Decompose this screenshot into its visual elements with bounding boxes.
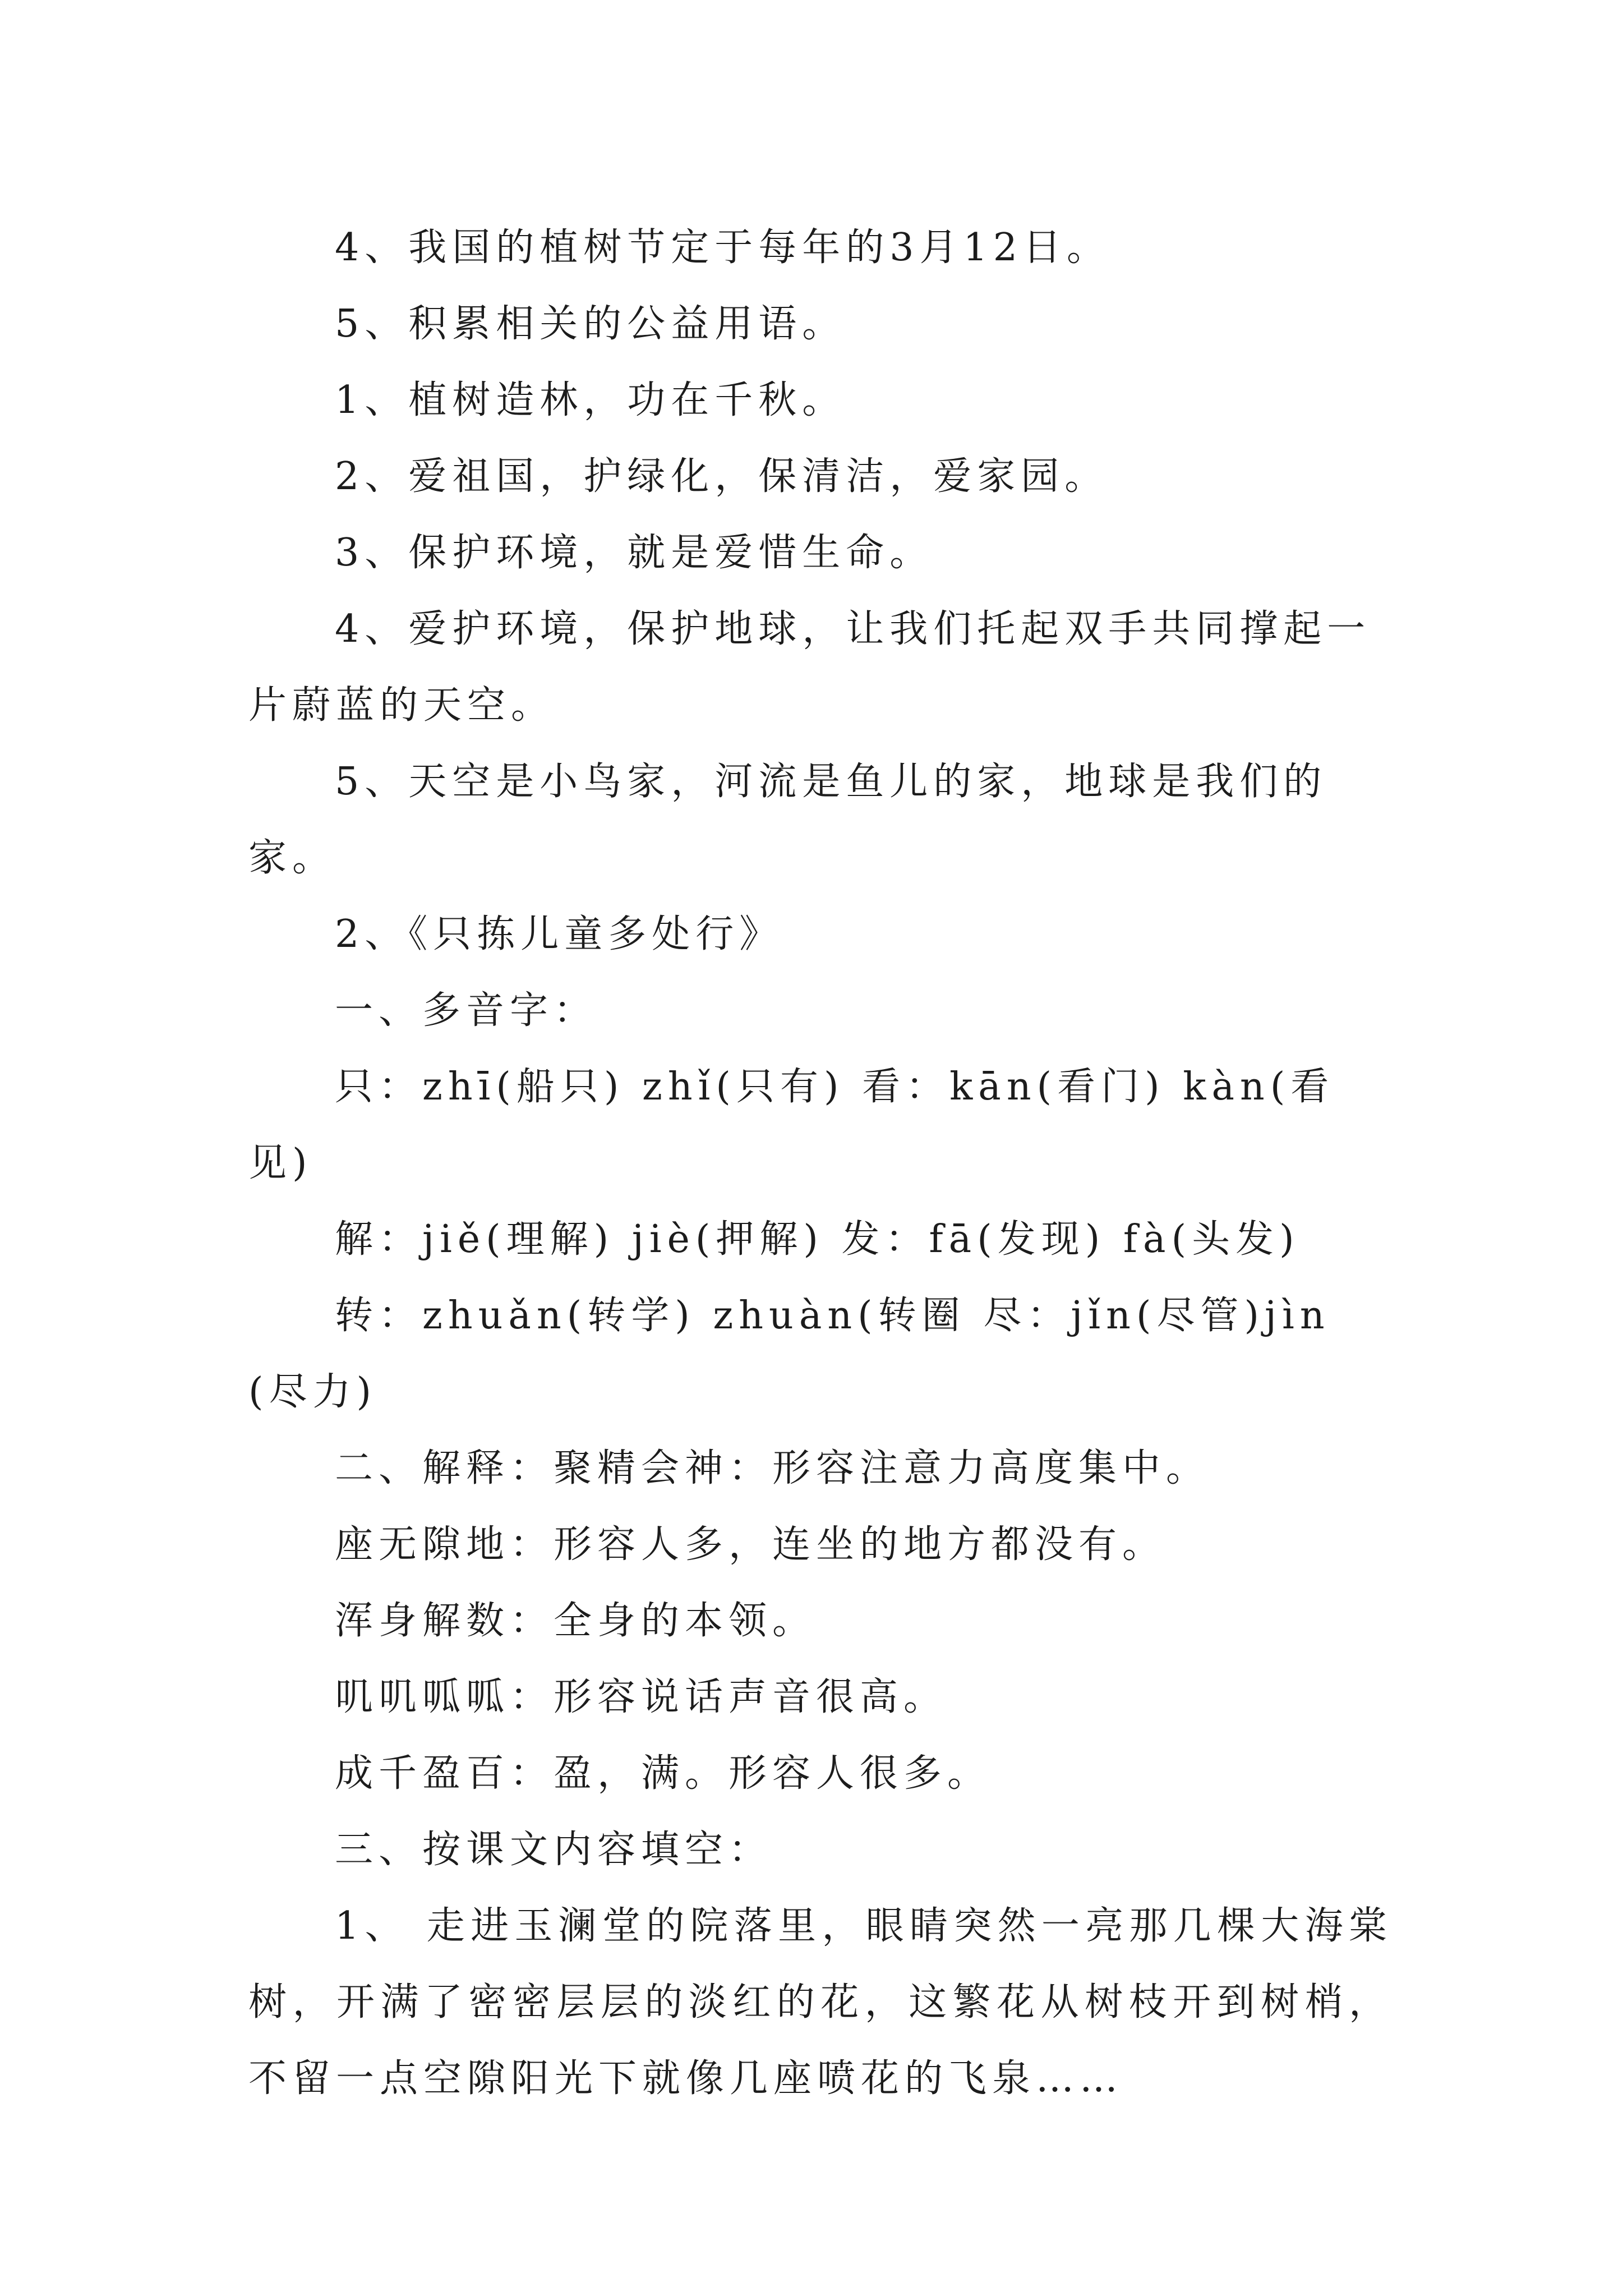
paragraph-slogan-2: 2、爱祖国，护绿化，保清洁，爱家园。 xyxy=(335,454,1109,499)
paragraph-explanation-3: 浑身解数：全身的本领。 xyxy=(335,1599,817,1643)
paragraph-fill-blank-1: 1、 走进玉澜堂的院落里，眼睛突然一亮那几棵大海棠树，开满了密密层层的淡红的花，这繁花从树枝开到树梢，不留一点空隙阳光下就像几座喷花的飞泉…… xyxy=(248,1904,1393,2101)
paragraph-slogan-3: 3、保护环境，就是爱惜生命。 xyxy=(335,531,934,575)
paragraph-lesson-title: 2、《只拣儿童多处行》 xyxy=(335,912,783,956)
paragraph-public-slogans-heading: 5、积累相关的公益用语。 xyxy=(335,302,846,346)
paragraph-fill-blank-heading: 三、按课文内容填空： xyxy=(335,1828,773,1872)
paragraph-explanation-4: 叽叽呱呱：形容说话声音很高。 xyxy=(335,1675,948,1719)
paragraph-polyphonic-zhuan-jin: 转：zhuǎn(转学) zhuàn(转圈 尽：jǐn(尽管)jìn(尽力) xyxy=(248,1294,1330,1414)
paragraph-polyphonic-jie-fa: 解：jiě(理解) jiè(押解) 发：fā(发现) fà(头发) xyxy=(335,1217,1300,1262)
paragraph-explanation-5: 成千盈百：盈，满。形容人很多。 xyxy=(335,1751,992,1796)
paragraph-slogan-5: 5、天空是小鸟家，河流是鱼儿的家，地球是我们的家。 xyxy=(248,760,1327,880)
paragraph-slogan-4: 4、爱护环境，保护地球，让我们托起双手共同撑起一片蔚蓝的天空。 xyxy=(248,607,1371,728)
paragraph-polyphonic-heading: 一、多音字： xyxy=(335,988,598,1033)
paragraph-arbor-day: 4、我国的植树节定于每年的3月12日。 xyxy=(335,226,1111,270)
paragraph-explanation-heading: 二、解释：聚精会神：形容注意力高度集中。 xyxy=(335,1446,1210,1490)
document-body xyxy=(248,210,1393,2117)
paragraph-slogan-1: 1、植树造林，功在千秋。 xyxy=(335,378,846,422)
paragraph-explanation-2: 座无隙地：形容人多，连坐的地方都没有。 xyxy=(335,1522,1166,1567)
paragraph-polyphonic-zhi-kan: 只：zhī(船只) zhǐ(只有) 看：kān(看门) kàn(看见) xyxy=(248,1065,1335,1185)
